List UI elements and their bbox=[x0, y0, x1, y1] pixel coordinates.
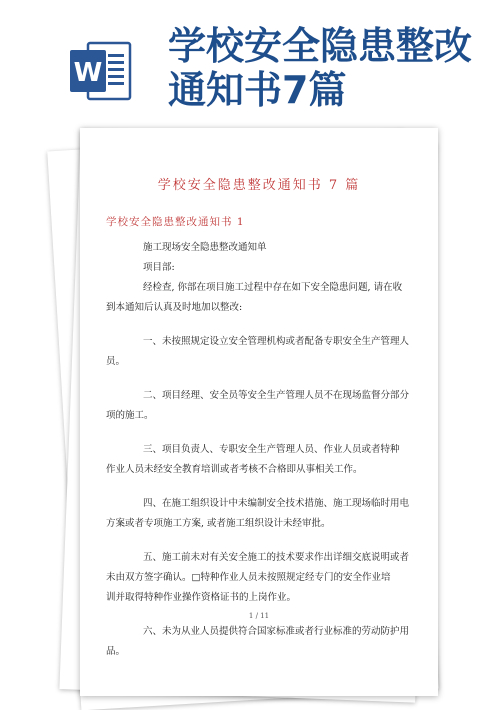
document-title: 学校安全隐患整改通知书 7 篇 bbox=[157, 178, 361, 193]
body-line: 二、项目经理、安全员等安全生产管理人员不在现场监督分部分 bbox=[143, 390, 410, 401]
body-line: 四、在施工组织设计中未编制安全技术措施、施工现场临时用电 bbox=[143, 498, 410, 509]
body-line: 经检查, 你部在项目施工过程中存在如下安全隐患问题, 请在收 bbox=[143, 282, 403, 293]
document-body bbox=[106, 238, 416, 662]
body-line: 方案或者专项施工方案, 或者施工组织设计未经审批。 bbox=[106, 518, 331, 529]
body-line: 作业人员未经安全教育培训或者考核不合格即从事相关工作。 bbox=[106, 464, 363, 475]
header bbox=[0, 0, 500, 120]
word-icon-letter: W bbox=[73, 58, 103, 88]
body-line: 六、未为从业人员提供符合国家标准或者行业标准的劳动防护用 bbox=[143, 626, 410, 637]
body-line: 未由双方签字确认。□特种作业人员未按照规定经专门的安全作业培 bbox=[106, 572, 391, 583]
body-line: 品。 bbox=[106, 646, 126, 657]
body-line: 项目部: bbox=[143, 262, 175, 273]
body-line: 员。 bbox=[106, 356, 126, 367]
body-line: 一、未按照规定设立安全管理机构或者配备专职安全生产管理人 bbox=[143, 336, 410, 347]
body-line: 项的施工。 bbox=[106, 410, 154, 421]
word-document-icon bbox=[68, 40, 134, 102]
body-line: 三、项目负责人、专职安全生产管理人员、作业人员或者特种 bbox=[143, 444, 400, 455]
body-line: 到本通知后认真及时地加以整改: bbox=[106, 302, 243, 313]
document-page bbox=[80, 128, 438, 696]
body-line: 施工现场安全隐患整改通知单 bbox=[143, 242, 267, 253]
body-line: 训并取得特种作业操作资格证书的上岗作业。 bbox=[106, 592, 297, 603]
body-line: 五、施工前未对有关安全施工的技术要求作出详细交底说明或者 bbox=[143, 552, 410, 563]
banner-title-line2: 通知书7篇 bbox=[168, 68, 347, 112]
page-number: 1 / 11 bbox=[248, 612, 270, 620]
section-title: 学校安全隐患整改通知书 1 bbox=[106, 216, 245, 228]
banner-title-line1: 学校安全隐患整改 bbox=[168, 24, 473, 68]
